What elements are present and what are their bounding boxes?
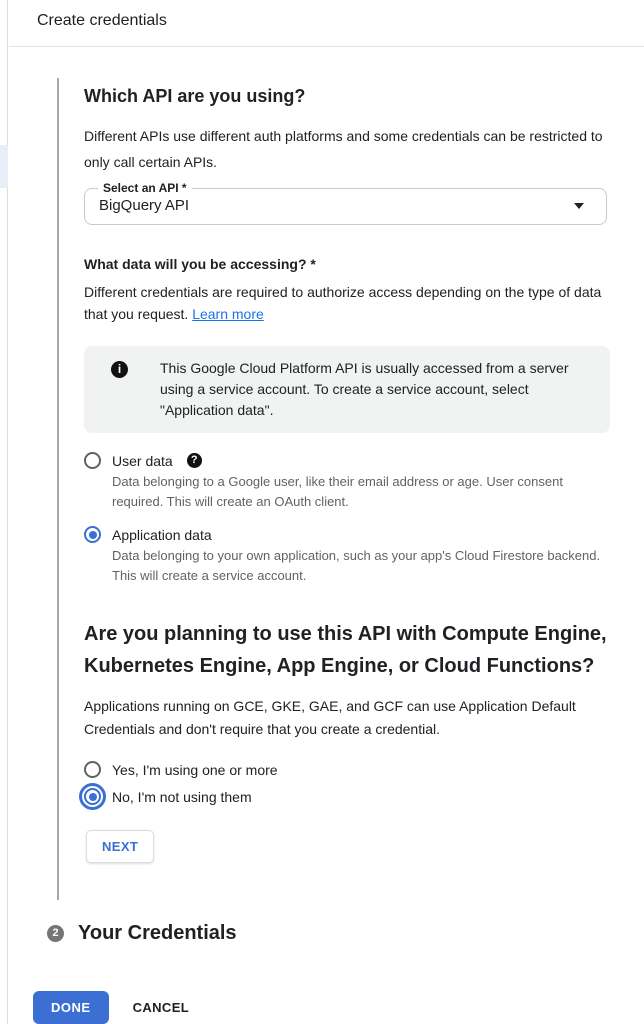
- application-data-option[interactable]: [84, 526, 607, 543]
- step2-number-badge: 2: [47, 925, 64, 942]
- learn-more-link[interactable]: Learn more: [192, 306, 264, 322]
- page-header: [9, 0, 644, 47]
- data-access-description: [84, 281, 607, 325]
- application-data-radio[interactable]: [84, 526, 101, 543]
- page-title: Create credentials: [37, 12, 167, 29]
- info-note: [84, 346, 610, 433]
- no-radio[interactable]: [84, 788, 101, 805]
- data-access-description-text: Different credentials are required to authorize access depending on the type of data that you request.: [84, 284, 602, 322]
- compute-question-heading: Are you planning to use this API with Compute Engine, Kubernetes Engine, App Engine, or Cloud Functions?: [84, 623, 607, 677]
- info-note-text: This Google Cloud Platform API is usually accessed from a server using a service account. To create a service account, select "Application data".: [160, 360, 569, 418]
- yes-label: Yes, I'm using one or more: [112, 761, 278, 778]
- no-option[interactable]: [84, 788, 607, 805]
- api-question-description: Different APIs use different auth platforms and some credentials can be restricted to only call certain APIs.: [84, 128, 603, 170]
- data-access-label: What data will you be accessing? *: [84, 256, 316, 272]
- api-select[interactable]: [84, 181, 607, 225]
- step1-section: [84, 47, 607, 863]
- no-label: No, I'm not using them: [112, 788, 252, 805]
- user-data-description: Data belonging to a Google user, like their email address or age. User consent required. This will create an OAuth client.: [112, 474, 563, 509]
- footer-actions: [33, 991, 189, 1024]
- cancel-button[interactable]: CANCEL: [132, 1000, 190, 1015]
- user-data-label: User data: [112, 452, 173, 469]
- dialog-left-edge: [0, 0, 8, 1024]
- info-icon: i: [111, 361, 128, 378]
- step2-heading: Your Credentials: [78, 922, 237, 944]
- stepper-connector-line: [57, 78, 59, 900]
- api-select-label: Select an API *: [103, 181, 187, 195]
- next-button[interactable]: NEXT: [86, 830, 154, 863]
- api-select-value: BigQuery API: [99, 197, 190, 214]
- application-data-description: Data belonging to your own application, such as your app's Cloud Firestore backend. This will create a service account.: [112, 548, 601, 583]
- yes-radio[interactable]: [84, 761, 101, 778]
- application-data-label: Application data: [112, 526, 212, 543]
- step2-section: [47, 922, 237, 945]
- chevron-down-icon[interactable]: [574, 203, 584, 209]
- api-question-heading: Which API are you using?: [84, 86, 306, 106]
- user-data-radio[interactable]: [84, 452, 101, 469]
- background-highlight: [0, 145, 8, 188]
- user-data-option[interactable]: [84, 452, 607, 469]
- data-type-radio-group: [84, 452, 607, 586]
- done-button[interactable]: DONE: [33, 991, 109, 1024]
- compute-radio-group: [84, 761, 607, 805]
- help-icon[interactable]: ?: [187, 453, 202, 468]
- compute-question-description: Applications running on GCE, GKE, GAE, and GCF can use Application Default Credentials and don't require that you create a credential.: [84, 698, 576, 737]
- yes-option[interactable]: [84, 761, 607, 778]
